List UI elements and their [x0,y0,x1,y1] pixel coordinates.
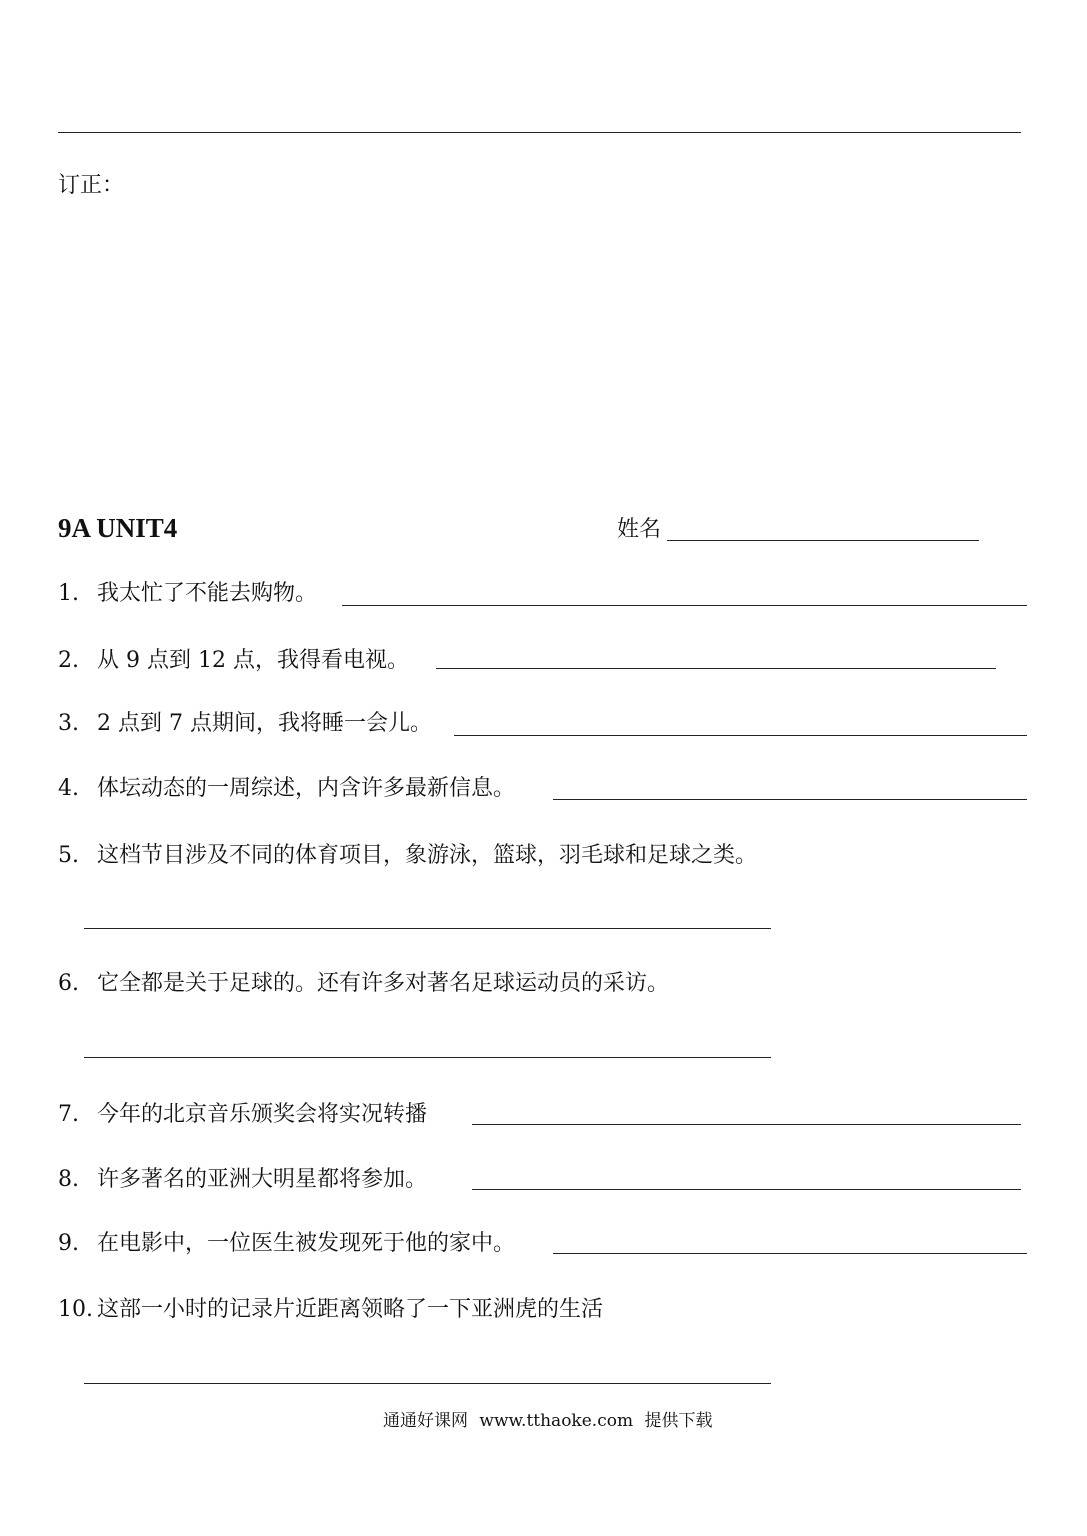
question-8-answer-line[interactable] [472,1189,1021,1190]
question-2-number: 2. [58,648,79,673]
question-7-text: 今年的北京音乐颁奖会将实况转播 [97,1102,428,1127]
question-5-number: 5. [58,843,79,868]
question-8-text: 许多著名的亚洲大明星都将参加。 [97,1167,428,1192]
question-6-number: 6. [58,971,79,996]
footer-url[interactable]: www.tthaoke.com [479,1411,634,1431]
question-10-text: 这部一小时的记录片近距离领略了一下亚洲虎的生活 [97,1297,604,1322]
question-9-number: 9. [58,1231,79,1256]
question-3-answer-line[interactable] [454,735,1027,736]
question-7-answer-line[interactable] [472,1124,1021,1125]
footer-site-name: 通通好课网 [383,1411,468,1431]
question-10-answer-line[interactable] [84,1383,771,1384]
worksheet-title: 9A UNIT4 [58,513,178,543]
question-3-number: 3. [58,711,79,736]
answer-line-top [58,132,1021,133]
question-2-answer-line[interactable] [436,668,996,669]
name-answer-line[interactable] [667,540,979,541]
question-4-text: 体坛动态的一周综述，内含许多最新信息。 [97,776,516,801]
footer [383,1410,712,1432]
question-6-answer-line[interactable] [84,1057,771,1058]
question-6-text: 它全都是关于足球的。还有许多对著名足球运动员的采访。 [97,971,670,996]
footer-suffix: 提供下载 [644,1411,713,1431]
question-1-number: 1. [58,581,79,606]
name-label: 姓名 [617,517,662,542]
correction-label: 订正： [58,173,125,198]
question-7-number: 7. [58,1102,79,1127]
question-3-text: 2 点到 7 点期间，我将睡一会儿。 [97,711,432,736]
question-4-number: 4. [58,776,79,801]
question-9-text: 在电影中，一位医生被发现死于他的家中。 [97,1231,516,1256]
question-1-text: 我太忙了不能去购物。 [97,581,318,606]
question-2-text: 从 9 点到 12 点，我得看电视。 [97,648,409,673]
question-4-answer-line[interactable] [553,799,1027,800]
question-5-text: 这档节目涉及不同的体育项目，象游泳，篮球，羽毛球和足球之类。 [97,843,758,868]
question-1-answer-line[interactable] [342,605,1027,606]
question-8-number: 8. [58,1167,79,1192]
question-5-answer-line[interactable] [84,928,771,929]
question-10-number: 10. [58,1297,93,1322]
question-9-answer-line[interactable] [553,1253,1027,1254]
